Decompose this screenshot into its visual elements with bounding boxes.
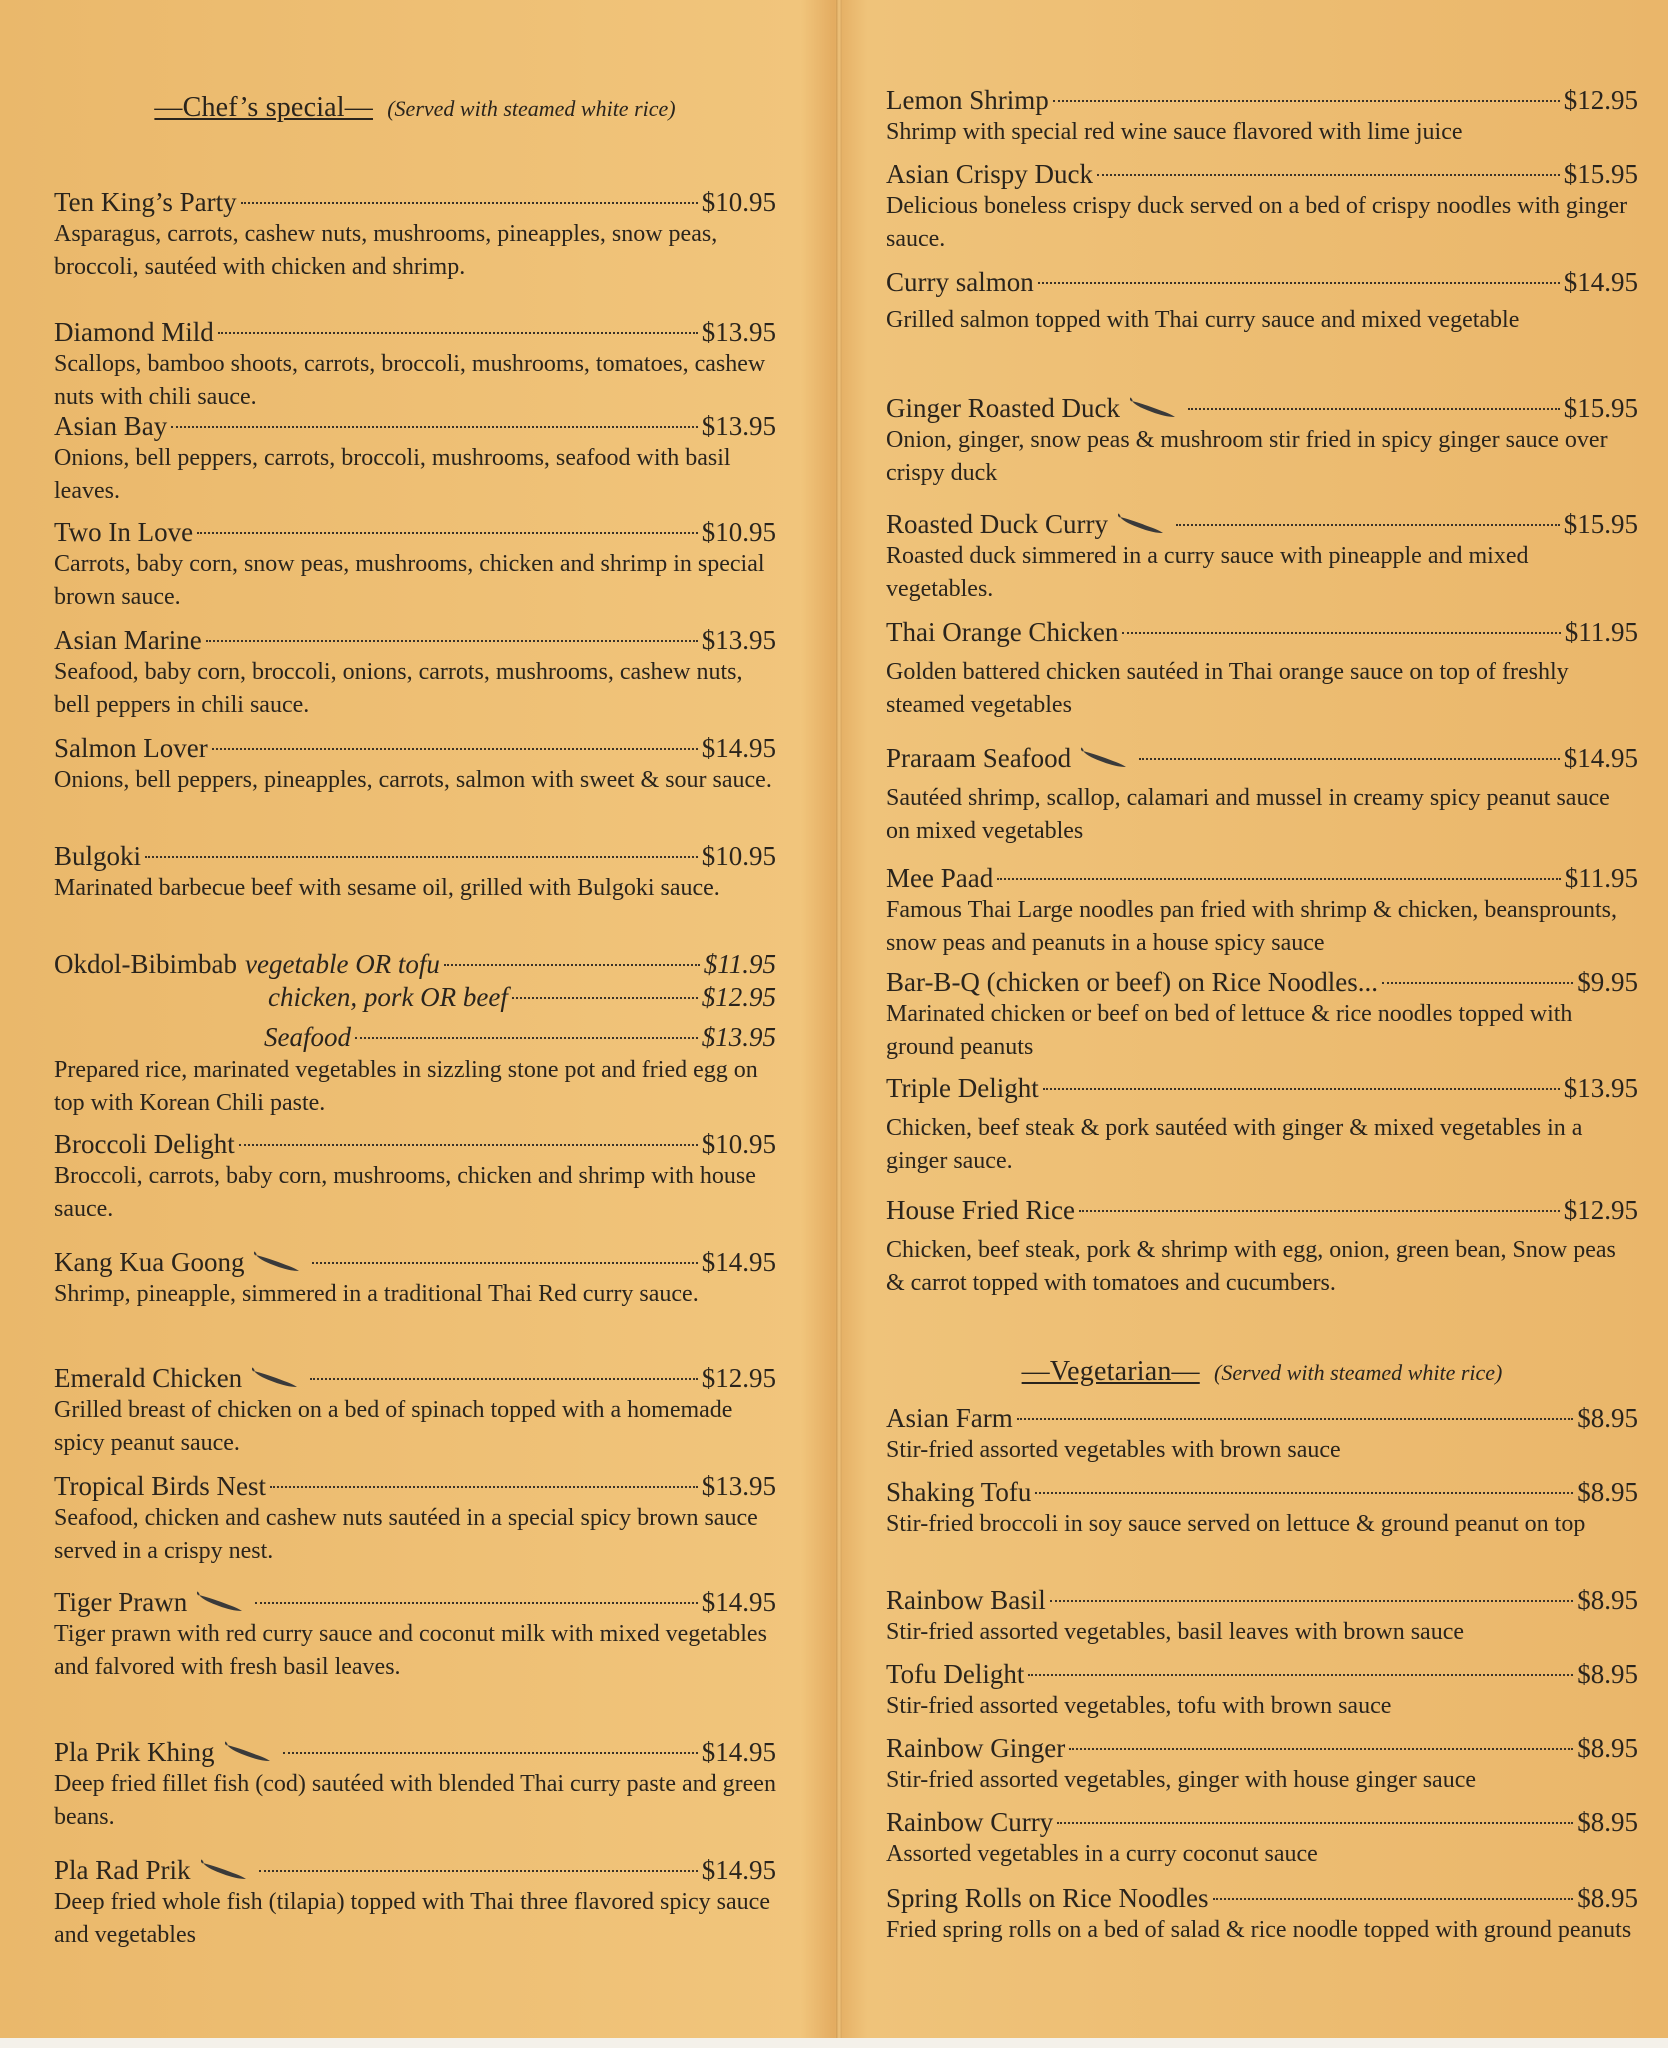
menu-item xyxy=(886,1072,1638,1178)
item-description: Chicken, beef steak & pork sautéed with ginger & mixed vegetables in a ginger sauce. xyxy=(886,1115,1583,1174)
dot-leader xyxy=(1043,1088,1560,1090)
option-price: $13.95 xyxy=(701,1022,776,1052)
dot-leader xyxy=(1017,1418,1574,1420)
dot-leader xyxy=(239,1144,698,1146)
menu-item xyxy=(54,316,776,414)
menu-item xyxy=(54,732,776,797)
item-price: $8.95 xyxy=(1577,1403,1638,1433)
item-price: $11.95 xyxy=(1564,617,1638,647)
item-description: Prepared rice, marinated vegetables in sizzling stone pot and fried egg on top with Korean Chili paste. xyxy=(54,1057,758,1116)
menu-item xyxy=(886,84,1638,149)
dot-leader xyxy=(241,202,698,204)
menu-item xyxy=(54,624,776,722)
menu-item xyxy=(54,840,776,905)
chili-pepper-icon xyxy=(252,1367,298,1389)
item-name: Rainbow Basil xyxy=(886,1585,1046,1615)
menu-item xyxy=(54,186,776,284)
menu-item xyxy=(54,1736,776,1834)
option-price: $12.95 xyxy=(701,982,776,1012)
item-description: Asparagus, carrots, cashew nuts, mushrooms, pineapples, snow peas, broccoli, sautéed with chicken and shrimp. xyxy=(54,221,718,280)
item-description: Broccoli, carrots, baby corn, mushrooms, chicken and shrimp with house sauce. xyxy=(54,1163,756,1222)
menu-item xyxy=(886,508,1638,606)
dot-leader xyxy=(312,1262,697,1264)
dot-leader xyxy=(1038,282,1560,284)
item-description: Onions, bell peppers, pineapples, carrots, salmon with sweet & sour sauce. xyxy=(54,767,772,793)
item-description: Seafood, chicken and cashew nuts sautéed in a special spicy brown sauce served in a crispy nest. xyxy=(54,1505,758,1564)
item-name: Mee Paad xyxy=(886,863,994,893)
item-name: Tofu Delight xyxy=(886,1659,1025,1689)
menu-item xyxy=(54,1854,776,1952)
item-name: Asian Bay xyxy=(54,411,168,441)
dot-leader xyxy=(997,878,1561,880)
item-description: Delicious boneless crispy duck served on a bed of crispy noodles with ginger sauce. xyxy=(886,193,1628,252)
item-description: Onions, bell peppers, carrots, broccoli, mushrooms, seafood with basil leaves. xyxy=(54,445,731,504)
menu-item xyxy=(886,1882,1638,1947)
item-name: Praraam Seafood xyxy=(886,743,1072,773)
item-price: $11.95 xyxy=(1564,863,1638,893)
item-name: Asian Marine xyxy=(54,625,202,655)
item-name: Roasted Duck Curry xyxy=(886,509,1108,539)
page-fold xyxy=(836,0,842,2048)
item-price: $15.95 xyxy=(1563,509,1638,539)
dot-leader xyxy=(1050,1600,1574,1602)
item-price: $12.95 xyxy=(701,1363,776,1393)
item-name: Emerald Chicken xyxy=(54,1363,243,1393)
item-price: $15.95 xyxy=(1563,159,1638,189)
item-description: Stir-fried assorted vegetables, tofu with brown sauce xyxy=(886,1693,1392,1719)
item-description: Scallops, bamboo shoots, carrots, broccoli, mushrooms, tomatoes, cashew nuts with chili sauce. xyxy=(54,351,766,410)
item-price: $8.95 xyxy=(1577,1733,1638,1763)
item-name: Pla Prik Khing xyxy=(54,1737,215,1767)
menu-item xyxy=(886,1732,1638,1797)
item-description: Chicken, beef steak, pork & shrimp with egg, onion, green bean, Snow peas & carrot topped with tomatoes and cucumbers. xyxy=(886,1237,1616,1296)
item-description: Stir-fried assorted vegetables with brown sauce xyxy=(886,1437,1341,1463)
chili-pepper-icon xyxy=(1118,513,1164,535)
item-description: Marinated barbecue beef with sesame oil, grilled with Bulgoki sauce. xyxy=(54,875,720,901)
item-price: $12.95 xyxy=(1563,1195,1638,1225)
option-label: chicken, pork OR beef xyxy=(268,982,508,1012)
item-name: Lemon Shrimp xyxy=(886,85,1049,115)
chili-pepper-icon xyxy=(254,1251,300,1273)
item-name: Curry salmon xyxy=(886,267,1034,297)
dot-leader xyxy=(270,1486,698,1488)
item-price: $8.95 xyxy=(1577,1659,1638,1689)
menu-item xyxy=(54,516,776,614)
item-name: Rainbow Ginger xyxy=(886,1733,1066,1763)
dot-leader xyxy=(259,1870,698,1872)
item-name: Shaking Tofu xyxy=(886,1477,1032,1507)
item-name: House Fried Rice xyxy=(886,1195,1075,1225)
chili-pepper-icon xyxy=(201,1859,247,1881)
item-name: Two In Love xyxy=(54,517,194,547)
dot-leader xyxy=(206,640,698,642)
item-description: Shrimp, pineapple, simmered in a traditional Thai Red curry sauce. xyxy=(54,1281,699,1307)
item-description: Golden battered chicken sautéed in Thai orange sauce on top of freshly steamed vegetables xyxy=(886,659,1569,718)
menu-item xyxy=(54,1470,776,1568)
item-name: Spring Rolls on Rice Noodles xyxy=(886,1883,1209,1913)
item-description: Shrimp with special red wine sauce flavored with lime juice xyxy=(886,119,1463,145)
item-name: Tropical Birds Nest xyxy=(54,1471,267,1501)
menu-item xyxy=(886,862,1638,960)
menu-item xyxy=(886,1402,1638,1467)
item-name: Triple Delight xyxy=(886,1073,1039,1103)
item-description: Tiger prawn with red curry sauce and coconut milk with mixed vegetables and falvored with fresh basil leaves. xyxy=(54,1621,767,1680)
option-label: vegetable OR tofu xyxy=(245,949,440,979)
item-description: Stir-fried assorted vegetables, basil leaves with brown sauce xyxy=(886,1619,1465,1645)
item-price: $13.95 xyxy=(1563,1073,1638,1103)
item-price: $8.95 xyxy=(1577,1585,1638,1615)
item-price: $10.95 xyxy=(701,1129,776,1159)
dot-leader xyxy=(283,1752,698,1754)
menu-item xyxy=(886,266,1638,337)
item-price: $14.95 xyxy=(1563,743,1638,773)
item-price: $8.95 xyxy=(1577,1883,1638,1913)
chili-pepper-icon xyxy=(225,1741,271,1763)
dot-leader xyxy=(444,964,700,966)
dot-leader xyxy=(197,532,698,534)
chef-special-title: —Chef’s special— xyxy=(154,92,373,123)
item-description: Sautéed shrimp, scallop, calamari and mussel in creamy spicy peanut sauce on mixed vegetables xyxy=(886,785,1610,844)
dot-leader xyxy=(255,1602,697,1604)
dot-leader xyxy=(1188,408,1560,410)
item-description: Fried spring rolls on a bed of salad & rice noodle topped with ground peanuts xyxy=(886,1917,1632,1943)
dot-leader xyxy=(145,856,698,858)
item-name: Asian Farm xyxy=(886,1403,1013,1433)
item-name: Bulgoki xyxy=(54,841,142,871)
item-name: Rainbow Curry xyxy=(886,1807,1054,1837)
option-price: $11.95 xyxy=(703,949,776,979)
menu-item xyxy=(886,616,1638,722)
chili-pepper-icon xyxy=(1130,397,1176,419)
item-name: Kang Kua Goong xyxy=(54,1247,245,1277)
item-description: Carrots, baby corn, snow peas, mushrooms, chicken and shrimp in special brown sauce. xyxy=(54,551,765,610)
item-price: $14.95 xyxy=(701,1587,776,1617)
menu-item xyxy=(54,410,776,508)
item-price: $14.95 xyxy=(1563,267,1638,297)
item-description: Marinated chicken or beef on bed of lettuce & rice noodles topped with ground peanuts xyxy=(886,1001,1573,1060)
item-price: $13.95 xyxy=(701,625,776,655)
item-name: Thai Orange Chicken xyxy=(886,617,1119,647)
menu-item xyxy=(886,742,1638,848)
item-name: Broccoli Delight xyxy=(54,1129,235,1159)
item-description: Grilled breast of chicken on a bed of spinach topped with a homemade spicy peanut sauce. xyxy=(54,1397,733,1456)
dot-leader xyxy=(212,748,698,750)
menu-item xyxy=(886,966,1638,1064)
dot-leader xyxy=(1079,1210,1560,1212)
dot-leader xyxy=(1057,1822,1573,1824)
menu-item xyxy=(886,1194,1638,1300)
menu-item xyxy=(886,1476,1638,1541)
item-price: $13.95 xyxy=(701,1471,776,1501)
item-price: $12.95 xyxy=(1563,85,1638,115)
item-description: Famous Thai Large noodles pan fried with shrimp & chicken, beansprounts, snow peas and peanuts in a house spicy sauce xyxy=(886,897,1617,956)
vegetarian-note: (Served with steamed white rice) xyxy=(1214,1360,1503,1385)
menu-item xyxy=(886,1806,1638,1871)
dot-leader xyxy=(1213,1898,1574,1900)
item-price: $10.95 xyxy=(701,841,776,871)
menu-item xyxy=(886,392,1638,490)
item-description: Onion, ginger, snow peas & mushroom stir fried in spicy ginger sauce over crispy duck xyxy=(886,427,1608,486)
item-description: Grilled salmon topped with Thai curry sauce and mixed vegetable xyxy=(886,307,1520,333)
dot-leader xyxy=(1097,174,1560,176)
item-description: Stir-fried assorted vegetables, ginger with house ginger sauce xyxy=(886,1767,1477,1793)
item-price: $15.95 xyxy=(1563,393,1638,423)
item-price: $10.95 xyxy=(701,187,776,217)
dot-leader xyxy=(310,1378,698,1380)
vegetarian-title: —Vegetarian— xyxy=(1021,1356,1200,1387)
dot-leader xyxy=(1139,758,1560,760)
chef-special-note: (Served with steamed white rice) xyxy=(387,96,676,121)
menu-item xyxy=(54,1246,776,1311)
dot-leader xyxy=(512,997,698,999)
paper-bottom-edge xyxy=(0,2038,1668,2048)
item-name: Pla Rad Prik xyxy=(54,1855,191,1885)
item-description: Stir-fried broccoli in soy sauce served on lettuce & ground peanut on top xyxy=(886,1511,1586,1537)
item-price: $14.95 xyxy=(701,1855,776,1885)
item-description: Deep fried whole fish (tilapia) topped with Thai three flavored spicy sauce and vegetables xyxy=(54,1889,770,1948)
menu-item-bibimbab xyxy=(54,948,776,1120)
dot-leader xyxy=(1176,524,1560,526)
chili-pepper-icon xyxy=(197,1591,243,1613)
item-name: Diamond Mild xyxy=(54,317,214,347)
chef-special-header xyxy=(54,92,776,124)
dot-leader xyxy=(1382,982,1573,984)
dot-leader xyxy=(1035,1492,1573,1494)
dot-leader xyxy=(355,1037,698,1039)
item-price: $14.95 xyxy=(701,1247,776,1277)
menu-item xyxy=(886,1658,1638,1723)
item-description: Seafood, baby corn, broccoli, onions, carrots, mushrooms, cashew nuts, bell peppers in chili sauce. xyxy=(54,659,743,718)
menu-item xyxy=(886,1584,1638,1649)
dot-leader xyxy=(218,332,698,334)
dot-leader xyxy=(1028,1674,1573,1676)
item-description: Roasted duck simmered in a curry sauce with pineapple and mixed vegetables. xyxy=(886,543,1529,602)
item-price: $10.95 xyxy=(701,517,776,547)
item-name: Asian Crispy Duck xyxy=(886,159,1093,189)
item-name: Salmon Lover xyxy=(54,733,208,763)
dot-leader xyxy=(1069,1748,1573,1750)
item-name: Ginger Roasted Duck xyxy=(886,393,1120,423)
chili-pepper-icon xyxy=(1081,747,1127,769)
item-name: Tiger Prawn xyxy=(54,1587,188,1617)
menu-item xyxy=(54,1586,776,1684)
item-price: $8.95 xyxy=(1577,1477,1638,1507)
item-price: $14.95 xyxy=(701,1737,776,1767)
item-name: Okdol-Bibimbab xyxy=(54,949,237,979)
item-description: Assorted vegetables in a curry coconut sauce xyxy=(886,1841,1318,1867)
item-price: $13.95 xyxy=(701,411,776,441)
option-label: Seafood xyxy=(264,1022,351,1052)
item-name: Bar-B-Q (chicken or beef) on Rice Noodles... xyxy=(886,967,1379,997)
menu-item xyxy=(54,1128,776,1226)
item-price: $13.95 xyxy=(701,317,776,347)
menu-item xyxy=(886,158,1638,256)
item-name: Ten King’s Party xyxy=(54,187,237,217)
menu-item xyxy=(54,1362,776,1460)
dot-leader xyxy=(1122,632,1560,634)
item-price: $8.95 xyxy=(1577,1807,1638,1837)
dot-leader xyxy=(1053,100,1560,102)
item-description: Deep fried fillet fish (cod) sautéed with blended Thai curry paste and green beans. xyxy=(54,1771,776,1830)
vegetarian-header xyxy=(886,1356,1638,1388)
item-price: $9.95 xyxy=(1577,967,1638,997)
item-price: $14.95 xyxy=(701,733,776,763)
dot-leader xyxy=(171,426,698,428)
